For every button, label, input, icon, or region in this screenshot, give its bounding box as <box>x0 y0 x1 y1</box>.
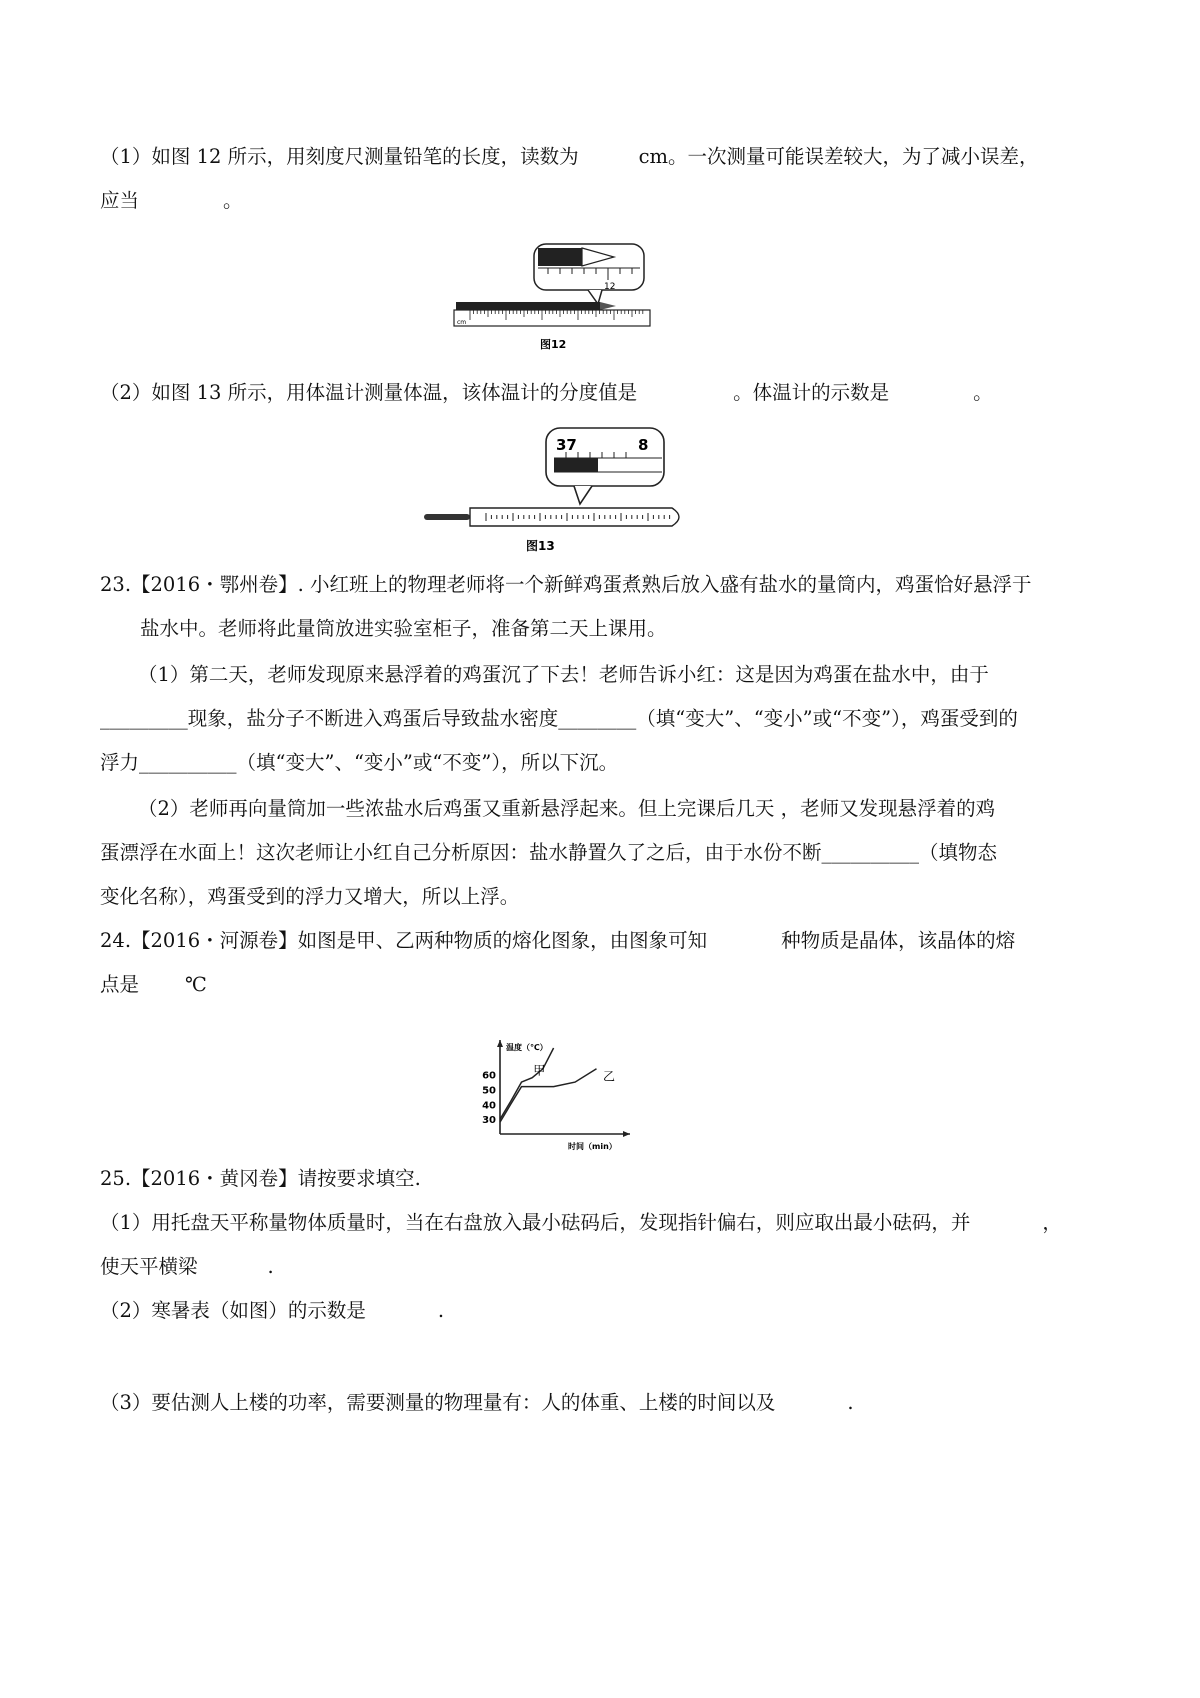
text-segment: 种物质是晶体，该晶体的熔 <box>781 929 1016 952</box>
text-segment: 24.【2016・河源卷】如图是甲、乙两种物质的熔化图象，由图象可知 <box>100 929 708 952</box>
q25-line-1: 25.【2016・黄冈卷】请按要求填空. <box>100 1167 421 1190</box>
q23-line-6: （2）老师再向量筒加一些浓盐水后鸡蛋又重新悬浮起来。但上完课后几天 ，老师又发现悬浮着的鸡 <box>138 797 996 820</box>
chart-series-name-1: 甲 <box>533 1063 546 1078</box>
thermometer-question-line <box>100 380 1200 406</box>
text-segment: 。 <box>223 189 243 212</box>
chart-x-axis-label: 时间（min） <box>568 1142 617 1151</box>
text-segment: ℃ <box>185 973 207 996</box>
q24-line-1 <box>100 928 1200 954</box>
q23-line-3: （1）第二天，老师发现原来悬浮着的鸡蛋沉了下去！老师告诉小红：这是因为鸡蛋在盐水中，由于 <box>138 663 989 686</box>
figure-13-caption: 图13 <box>526 539 555 553</box>
chart-y-tick-label: 30 <box>482 1115 496 1127</box>
q23-line-1: 23.【2016・鄂州卷】. 小红班上的物理老师将一个新鲜鸡蛋煮熟后放入盛有盐水的量筒内，鸡蛋恰好悬浮于 <box>100 573 1032 596</box>
chart-y-tick-label: 40 <box>482 1100 496 1112</box>
text-segment: （2）如图 13 所示，用体温计测量体温，该体温计的分度值是 <box>100 381 638 404</box>
q23-line-7: 蛋漂浮在水面上！这次老师让小红自己分析原因：盐水静置久了之后，由于水份不断__________（填物态 <box>100 841 998 864</box>
figure-12-tick-label: 12 <box>604 282 616 292</box>
q25-line-5 <box>100 1390 1200 1416</box>
figure-13-label-37: 37 <box>556 436 577 454</box>
q23-line-4: _________现象，盐分子不断进入鸡蛋后导致盐水密度________（填“变大”、“变小”或“不变”），鸡蛋受到的 <box>100 707 1018 730</box>
text-segment: cm。一次测量可能误差较大，为了减小误差， <box>638 145 1039 168</box>
text-segment: （1）如图 12 所示，用刻度尺测量铅笔的长度，读数为 <box>100 145 579 168</box>
q25-line-2 <box>100 1210 1200 1236</box>
figure-12-ruler <box>448 232 660 360</box>
ruler-question-line-2 <box>100 188 1200 214</box>
text-segment: （3）要估测人上楼的功率，需要测量的物理量有：人的体重、上楼的时间以及 <box>100 1391 776 1414</box>
q23-line-5: 浮力__________（填“变大”、“变小”或“不变”），所以下沉。 <box>100 751 619 774</box>
text-segment: （2）寒暑表（如图）的示数是 <box>100 1299 366 1322</box>
text-segment: . <box>847 1391 854 1414</box>
chart-series-name-2: 乙 <box>602 1069 615 1084</box>
text-segment: 点是 <box>100 973 140 996</box>
text-segment: 。 <box>973 381 993 404</box>
figure-13-label-8: 8 <box>638 436 649 454</box>
chart-y-tick-label: 50 <box>482 1085 496 1097</box>
q23-line-8: 变化名称），鸡蛋受到的浮力又增大，所以上浮。 <box>100 885 520 908</box>
ruler-question-line-1 <box>100 144 1200 170</box>
q25-line-3 <box>100 1254 1200 1280</box>
q25-line-4 <box>100 1298 1200 1324</box>
melting-chart <box>470 1030 646 1152</box>
text-segment: . <box>437 1299 445 1322</box>
figure-13-thermometer <box>414 420 692 556</box>
figure-12-unit: cm <box>457 319 467 326</box>
chart-y-tick-label: 60 <box>482 1070 496 1082</box>
text-segment: 。体温计的示数是 <box>733 381 890 404</box>
chart-y-axis-label: 温度（℃） <box>506 1043 548 1052</box>
q24-line-2 <box>100 972 1200 998</box>
text-segment: （1）用托盘天平称量物体质量时，当在右盘放入最小砝码后，发现指针偏右，则应取出最小砝码，并 <box>100 1211 971 1234</box>
figure-12-caption: 图12 <box>540 338 567 351</box>
text-segment: ， <box>1042 1211 1062 1234</box>
text-segment: 应当 <box>100 189 140 212</box>
q23-line-2: 盐水中。老师将此量筒放进实验室柜子，准备第二天上课用。 <box>140 617 667 640</box>
text-segment: . <box>267 1255 274 1278</box>
text-segment: 使天平横梁 <box>100 1255 198 1278</box>
